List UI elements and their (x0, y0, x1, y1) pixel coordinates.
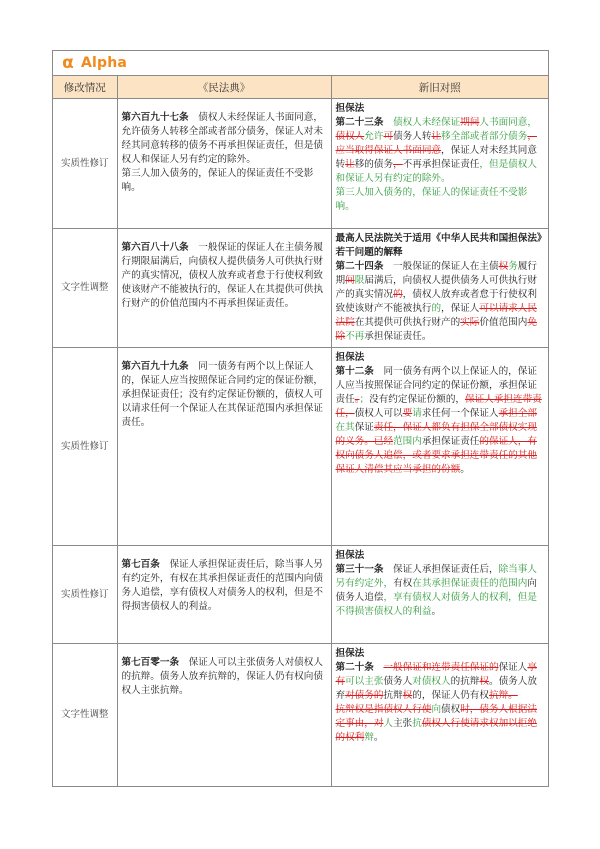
deleted-text: 权 (479, 676, 489, 687)
deleted-text: ， (393, 159, 403, 170)
deleted-text: 期间 (460, 117, 480, 128)
source-law-title: 担保法 (335, 103, 365, 114)
deleted-text: 要 (402, 408, 413, 419)
comparison-text (336, 662, 537, 743)
unchanged-text: 。 (460, 464, 470, 475)
added-text: 的 (431, 303, 442, 314)
deleted-text: 承担全部 (498, 408, 537, 419)
comparison-cell (331, 644, 548, 786)
unchanged-text: 债权 (441, 704, 461, 715)
change-type-cell: 实质性修订 (53, 546, 117, 644)
deleted-text: 可 (383, 131, 394, 142)
added-text: 请 (412, 408, 422, 419)
added-text: ，但是债权人和保证人另有约定的除外。 (335, 159, 537, 184)
deleted-text: 抗辩权是指债权人行使 (335, 704, 432, 715)
civil-code-cell (117, 229, 331, 348)
deleted-text: 可以请求人民法院 (335, 303, 537, 328)
added-text: 在其 (335, 422, 355, 433)
added-text: 范围内 (393, 436, 422, 447)
unchanged-text: 求任何一个保证人 (421, 408, 499, 419)
deleted-text: 权 (498, 261, 509, 272)
unchanged-text: 向债务人追偿 (335, 578, 537, 603)
source-article-number: 第十二条 (335, 366, 374, 377)
deleted-text: 间 (345, 275, 355, 286)
deleted-text: 权 (402, 690, 413, 701)
unchanged-text (383, 117, 393, 128)
deleted-text: ，应当取得保证人书面同意 (335, 131, 537, 156)
deleted-text: 债权人 (335, 131, 365, 142)
civil-code-text: 保证人可以主张债务人对债权人的抗辩。债务人放弃抗辩的，保证人仍有权向债权人主张抗辩。 (121, 657, 323, 696)
civil-code-cell (117, 99, 331, 229)
civil-code-article-number: 第七百条 (121, 559, 160, 570)
unchanged-text: 。债务人放弃 (335, 676, 537, 701)
deleted-text: 让 (431, 131, 442, 142)
change-type-cell: 实质性修订 (53, 348, 117, 546)
source-law-title: 担保法 (335, 352, 365, 363)
civil-code-text: 保证人承担保证责任后，除当事人另有约定外，有权在其承担保证责任的范围内向债务人追偿，享有债权人对债务人的权利，但是不得损害债权人的利益。 (121, 559, 323, 612)
civil-code-cell (117, 546, 331, 644)
table-row (53, 229, 548, 348)
unchanged-text: 。 (431, 606, 442, 617)
added-text: 债权人未经保证 (393, 117, 461, 128)
added-text: 辩 (364, 732, 374, 743)
civil-code-cell (117, 348, 331, 546)
unchanged-text: 债务人 (383, 676, 413, 687)
source-article-number: 第三十一条 (335, 564, 384, 575)
unchanged-text: 。 (373, 732, 384, 743)
deleted-text: 责任，保证人都负有担保全部债权实现的义务。已经 (335, 422, 537, 447)
civil-code-text: 债权人未经保证人书面同意，允许债务人转移全部或者部分债务，保证人对未经其同意转移的债务不再承担保证责任，但是债权人和保证人另有约定的除外。 (121, 112, 323, 165)
source-law-title: 最高人民法院关于适用《中华人民共和国担保法》若干问题的解释 (335, 233, 542, 258)
deleted-text: 让 (345, 159, 355, 170)
comparison-sheet (52, 50, 549, 787)
unchanged-text: ，债权人放弃或者怠于行使权利致使该财产不能被执行 (335, 289, 537, 314)
deleted-text: 享有 (335, 662, 537, 687)
deleted-text: 。 (354, 394, 360, 405)
added-text: 移全部或者部分债务 (441, 131, 528, 142)
unchanged-text: 同一债务有两个以上保证人的，保证人应当按照保证合同约定的保证份额，承担保证责任 (335, 366, 537, 405)
comparison-cell (331, 229, 548, 348)
unchanged-text: ，保证人对未经其同意转 (335, 145, 537, 170)
added-text: 不再 (345, 331, 365, 342)
deleted-text: 的 (393, 289, 403, 300)
added-text: 限 (354, 275, 365, 286)
source-article-number: 第二十条 (335, 662, 374, 673)
deleted-text: 债权人行使请求权加以拒绝的权利 (335, 718, 537, 743)
added-text: 可以主张 (345, 676, 384, 687)
header-change-type: 修改情况 (53, 76, 117, 99)
added-text: ； (359, 394, 370, 405)
table-row (53, 546, 548, 644)
change-type-cell: 实质性修订 (53, 99, 117, 229)
civil-code-paragraph (122, 360, 327, 430)
unchanged-text: 主张 (393, 718, 413, 729)
unchanged-text: 债务人转 (393, 131, 432, 142)
unchanged-text: 履行期 (335, 261, 537, 286)
comparison-table (53, 76, 548, 786)
civil-code-article-number: 第七百零一条 (121, 657, 180, 668)
source-article-number: 第二十四条 (335, 261, 384, 272)
civil-code-paragraph (122, 558, 327, 614)
unchanged-text: 债权人可以 (354, 408, 403, 419)
added-text: 在其承担保证责任的范围内 (412, 578, 528, 589)
civil-code-text: 同一债务有两个以上保证人的，保证人应当按照保证合同约定的保证份额，承担保证责任；没有约定保证份额的，债权人可以请求任何一个保证人在其保证范围内承担保证责任。 (121, 361, 323, 428)
unchanged-text: 一般保证的保证人在主债 (383, 261, 499, 272)
civil-code-text: 第三人加入债务的，保证人的保证责任不受影响。 (121, 168, 314, 193)
comparison-cell (331, 99, 548, 229)
unchanged-text: 不再承担保证责任 (402, 159, 480, 170)
deleted-text: 保证人承担连带责任， (335, 394, 542, 419)
unchanged-text: 移的债务 (354, 159, 394, 170)
source-law-title: 担保法 (335, 550, 365, 561)
brand-name: Alpha (81, 55, 128, 71)
deleted-text: 的保证人，有权向债务人追偿，或者要求承担连带责任的其他保证人清偿其应当承担的份额 (335, 436, 537, 475)
added-text: 第三人加入债务的，保证人的保证责任不受影响。 (335, 187, 528, 212)
table-row (53, 644, 548, 786)
civil-code-cell (117, 644, 331, 786)
alpha-logo-icon: α (62, 53, 74, 73)
header-comparison: 新旧对照 (331, 76, 548, 99)
added-text: 向 (431, 704, 442, 715)
comparison-text (336, 261, 537, 342)
added-text: 人 (383, 718, 394, 729)
header-civil-code: 《民法典》 (117, 76, 331, 99)
unchanged-text: 没有约定保证份额的， (369, 394, 466, 405)
unchanged-text: 有权 (393, 578, 413, 589)
table-row (53, 348, 548, 546)
civil-code-article-number: 第六百九十九条 (121, 361, 189, 372)
source-article-number: 第二十三条 (335, 117, 384, 128)
unchanged-text: 在其提供可供执行财产的 (354, 317, 461, 328)
comparison-text (336, 117, 537, 212)
change-type-cell: 文字性调整 (53, 229, 117, 348)
civil-code-article-number: 第六百九十七条 (121, 112, 189, 123)
unchanged-text: 保证人承担保证责任后， (383, 564, 499, 575)
change-type-cell: 文字性调整 (53, 644, 117, 786)
deleted-text: 抗辩。 (489, 690, 518, 701)
civil-code-paragraph (122, 656, 327, 698)
comparison-text (336, 564, 537, 617)
deleted-text: 免除 (335, 317, 537, 342)
table-header-row (53, 76, 548, 99)
unchanged-text: 保证人 (498, 662, 528, 673)
unchanged-text: 抗辩 (383, 690, 403, 701)
comparison-text (336, 366, 542, 475)
brand-bar (53, 51, 548, 76)
added-text: 对债权人 (412, 676, 451, 687)
unchanged-text: 承担保证责任 (421, 436, 480, 447)
civil-code-article-number: 第六百八十八条 (121, 242, 189, 253)
deleted-text: 对债务的 (345, 690, 384, 701)
unchanged-text: 的，保证人仍有权 (412, 690, 489, 701)
civil-code-text: 一般保证的保证人在主债务履行期限届满后，向债权人提供债务人可供执行财产的真实情况，债权人放弃或者怠于行使权利致使该财产不能被执行的，保证人在其提供可供执行财产的价值范围内不再承担保证责任。 (121, 242, 323, 309)
unchanged-text: 价值范围内 (479, 317, 528, 328)
added-text: 允许 (364, 131, 384, 142)
civil-code-paragraph (122, 111, 327, 167)
comparison-cell (331, 348, 548, 546)
table-row (53, 99, 548, 229)
unchanged-text: 承担保证责任。 (364, 331, 432, 342)
added-text: 抗 (412, 718, 422, 729)
added-text: 人书面同意， (479, 117, 537, 128)
deleted-text: 实际 (460, 317, 480, 328)
unchanged-text: 保证 (354, 422, 374, 433)
civil-code-paragraph (122, 241, 327, 311)
added-text: 务 (508, 261, 518, 272)
deleted-text: 一般保证和连带责任保证的 (383, 662, 499, 673)
added-text: ，享有债权人对债务人的权利，但是不得损害债权人的利益 (335, 592, 537, 617)
added-text: 除当事人另有约定外， (335, 564, 537, 589)
unchanged-text: ，保证人 (441, 303, 480, 314)
unchanged-text: 届满后，向债权人提供债务人可供执行财产的真实情况 (335, 275, 537, 300)
comparison-cell (331, 546, 548, 644)
source-law-title: 担保法 (335, 648, 365, 659)
deleted-text: 时，债务人根据法定事由，对 (335, 704, 537, 729)
unchanged-text: 的抗辩 (450, 676, 480, 687)
civil-code-paragraph (122, 167, 327, 195)
